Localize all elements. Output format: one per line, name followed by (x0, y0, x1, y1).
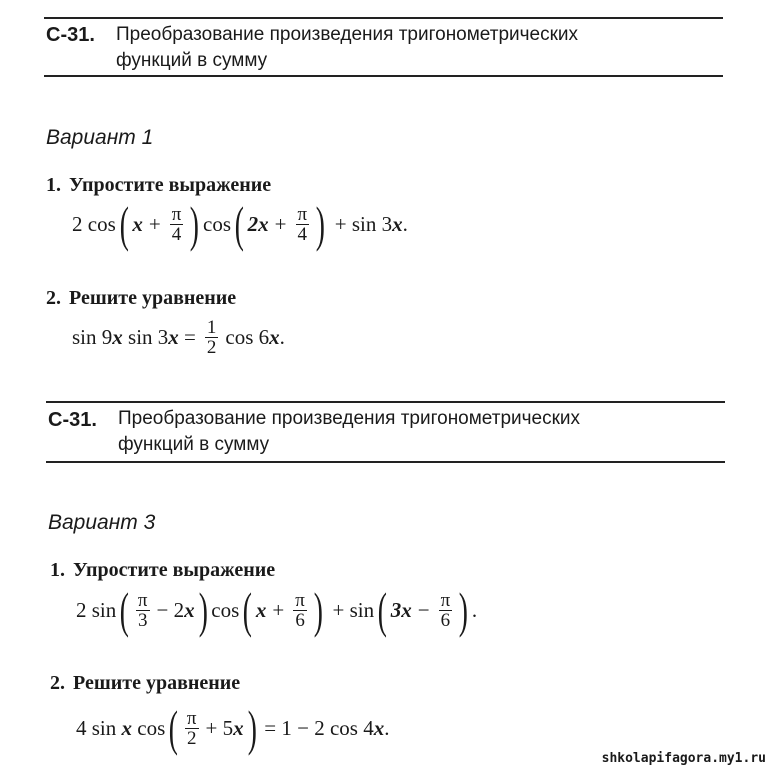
task-label: Упростите выражение (69, 174, 272, 196)
term: 2 sin (76, 597, 117, 622)
operator: + (274, 211, 287, 236)
term: cos 6 (225, 325, 270, 349)
var: x (233, 715, 244, 740)
task-label: Решите уравнение (73, 672, 241, 694)
section-code-2: С-31. (48, 409, 97, 431)
right-paren: ) (315, 196, 326, 252)
numerator: π (297, 203, 308, 225)
denominator: 4 (297, 223, 308, 245)
var: x (132, 211, 143, 236)
fraction (170, 205, 184, 244)
left-paren: ( (377, 582, 388, 638)
fraction (296, 205, 310, 244)
left-paren: ( (169, 700, 179, 756)
source-watermark: shkolapifagora.my1.ru (601, 751, 766, 766)
right-paren: ) (190, 196, 200, 252)
task-1-1 (46, 174, 271, 197)
term: + 5 (205, 715, 234, 740)
formula-1-1 (72, 196, 408, 252)
denominator: 2 (186, 727, 197, 749)
section-title-2 (118, 406, 580, 458)
fraction (293, 591, 307, 630)
right-paren: ) (313, 582, 323, 638)
var: 2x (247, 211, 269, 236)
task-number: 2. (46, 287, 61, 309)
fraction (205, 318, 219, 357)
term: = 1 − 2 cos 4 (264, 715, 374, 740)
period: . (402, 211, 408, 236)
right-paren: ) (198, 582, 208, 638)
numerator: π (137, 589, 148, 611)
bottom-rule-2 (46, 461, 725, 463)
denominator: 6 (440, 609, 451, 631)
left-paren: ( (234, 196, 244, 252)
left-paren: ( (120, 582, 130, 638)
fraction (439, 591, 453, 630)
period: . (279, 325, 285, 349)
var: x (112, 325, 123, 349)
term: cos (203, 211, 231, 236)
term: cos (211, 597, 240, 622)
top-rule-1 (44, 17, 723, 19)
denominator: 6 (295, 609, 305, 631)
right-paren: ) (247, 700, 257, 756)
numerator: π (186, 707, 197, 729)
var: x (255, 597, 267, 622)
section-title-2-line1: Преобразование произведения тригонометрических (118, 408, 581, 429)
var: x (269, 325, 280, 349)
task-label: Упростите выражение (73, 559, 276, 581)
term: sin 9 (72, 325, 113, 349)
operator: − (417, 597, 430, 622)
left-paren: ( (119, 196, 129, 252)
numerator: π (171, 203, 182, 225)
fraction (185, 709, 199, 748)
var: x (373, 715, 385, 740)
denominator: 4 (171, 223, 182, 245)
numerator: π (295, 589, 305, 611)
term: 2 cos (72, 211, 116, 236)
denominator: 3 (137, 609, 148, 631)
term: + sin (332, 597, 375, 622)
term: − 2 (156, 597, 185, 622)
numerator: 1 (206, 317, 217, 338)
task-3-2 (50, 672, 240, 695)
section-title-2-line2: функций в сумму (118, 434, 270, 455)
task-3-1 (50, 559, 275, 582)
section-title-1 (116, 22, 578, 74)
section-title-1-line1: Преобразование произведения тригонометрических (116, 24, 579, 45)
numerator: π (440, 589, 451, 611)
term: 4 sin (76, 715, 117, 740)
right-paren: ) (458, 582, 469, 638)
variant-heading-3: Вариант 3 (48, 511, 156, 534)
operator: + (148, 211, 161, 236)
var: x (184, 597, 195, 622)
task-number: 1. (46, 174, 61, 196)
period: . (471, 597, 478, 622)
var: x (392, 211, 403, 236)
formula-1-2 (72, 318, 285, 357)
operator: + (272, 597, 285, 622)
fraction (136, 591, 150, 630)
task-number: 2. (50, 672, 65, 694)
top-rule-2 (46, 401, 725, 403)
bottom-rule-1 (44, 75, 723, 77)
task-label: Решите уравнение (69, 287, 237, 309)
task-1-2 (46, 287, 236, 310)
var: x (168, 325, 179, 349)
term: cos (137, 715, 166, 740)
formula-3-1 (76, 582, 478, 638)
period: . (384, 715, 390, 740)
equals: = (178, 325, 196, 349)
section-code-1: С-31. (46, 24, 95, 46)
term: sin 3 (122, 325, 169, 349)
var: x (121, 715, 133, 740)
left-paren: ( (243, 582, 253, 638)
var: 3x (390, 597, 412, 622)
variant-heading-1: Вариант 1 (46, 126, 154, 149)
denominator: 2 (206, 337, 217, 358)
formula-3-2 (76, 700, 390, 756)
task-number: 1. (50, 559, 65, 581)
term: + sin 3 (334, 211, 393, 236)
section-title-1-line2: функций в сумму (116, 50, 268, 71)
